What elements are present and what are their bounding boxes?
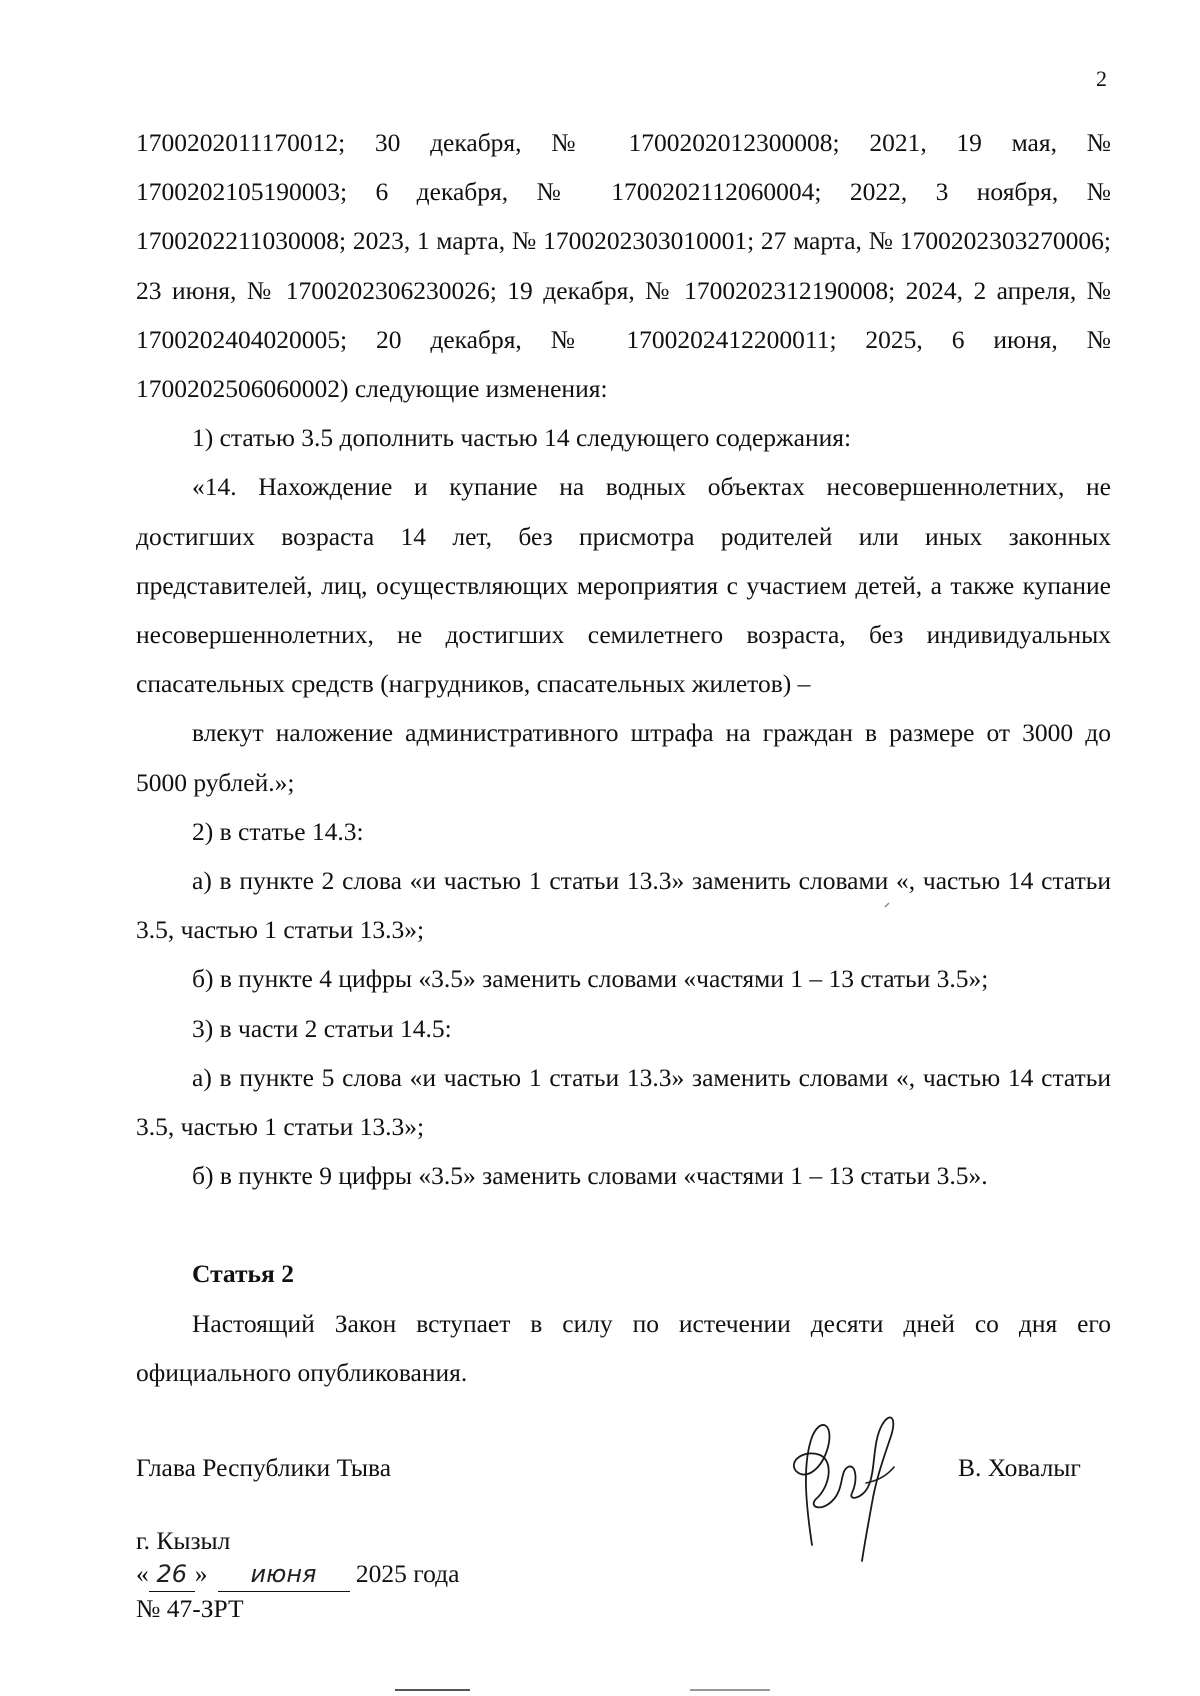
paragraph-item-1: 1) статью 3.5 дополнить частью 14 следующего содержания: — [192, 423, 852, 453]
law-number: № 47-ЗРТ — [136, 1594, 244, 1623]
paragraph-item-2a: а) в пункте 2 слова «и частью 1 статьи 13.3» заменить словами «, частью 14 статьи 3.5, частью 1 статьи 13.3»; — [136, 866, 1111, 945]
date-month: июня — [218, 1558, 350, 1592]
city: г. Кызыл — [136, 1526, 231, 1555]
signatory-title: Глава Республики Тыва — [136, 1453, 392, 1482]
article-2-text: Настоящий Закон вступает в силу по истечении десяти дней со дня его официального опубликования. — [136, 1308, 1111, 1387]
paragraph-item-2b: б) в пункте 4 цифры «3.5» заменить словами «частями 1 – 13 статьи 3.5»; — [192, 964, 989, 994]
paragraph-amendment-list: 1700202011170012; 30 декабря, № 1700202012300008; 2021, 19 мая, № 1700202105190003; 6 декабря, № 1700202112060004; 2022, 3 ноября, № 1700202211030008; 2023, 1 марта, № 1700202303010001; 27 марта, № 1700202303270006; 23 июня, № 1700202306230026; 19 декабря, № 1700202312190008; 2024, 2 апреля, № 1700202404020005; 20 декабря, № 1700202412200011; 2025, 6 июня, № 1700202506060002) следующие изменения: — [136, 128, 1111, 404]
paragraph-item-2: 2) в статье 14.3: — [192, 816, 364, 846]
paragraph-item-3b: б) в пункте 9 цифры «3.5» заменить словами «частями 1 – 13 статьи 3.5». — [192, 1161, 988, 1191]
signatory-name: В. Ховалыг — [958, 1453, 1081, 1482]
date-year: 2025 года — [355, 1559, 460, 1588]
date-open-quote: « — [136, 1559, 149, 1588]
article-2-heading: Статья 2 — [192, 1259, 294, 1289]
date-close-quote: » — [194, 1559, 208, 1588]
paragraph-part-14: «14. Нахождение и купание на водных объектах несовершеннолетних, не достигших возраста 14 лет, без присмотра родителей или иных законных представителей, лиц, осуществляющих мероприятия с участием детей, а также купание несовершеннолетних, не достигших семилетнего возраста, без индивидуальных спасательных средств (нагрудников, спасательных жилетов) – — [136, 472, 1111, 699]
paragraph-item-3a: а) в пункте 5 слова «и частью 1 статьи 13.3» заменить словами «, частью 14 статьи 3.5, частью 1 статьи 13.3»; — [136, 1062, 1111, 1142]
date-day: 26 — [149, 1558, 195, 1592]
paragraph-penalty: влекут наложение административного штрафа на граждан в размере от 3000 до 5000 рублей.»; — [136, 718, 1111, 797]
scan-speck — [885, 903, 889, 907]
page-number: 2 — [1096, 66, 1107, 91]
paragraph-item-3: 3) в части 2 статьи 14.5: — [192, 1013, 452, 1043]
